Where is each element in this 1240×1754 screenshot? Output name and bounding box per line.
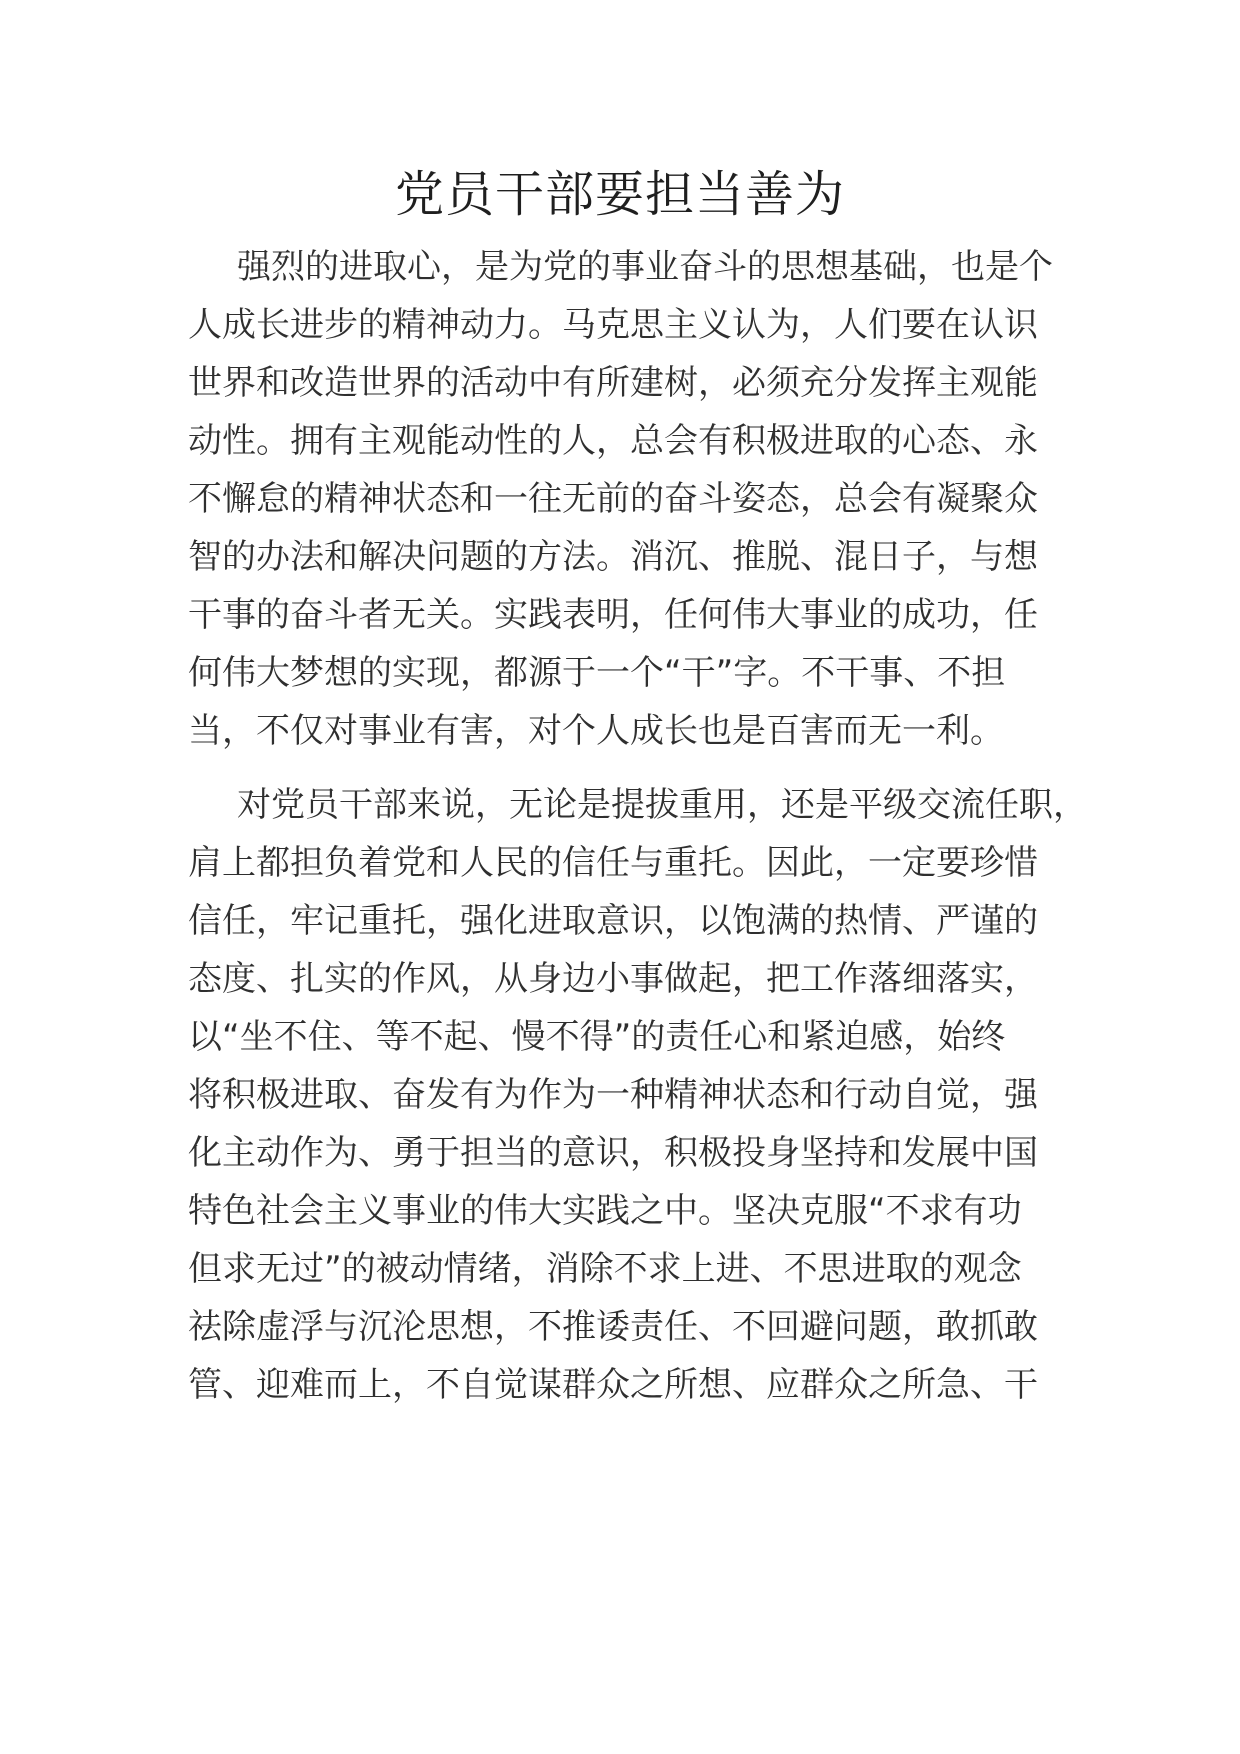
- paragraph-line: 智的办法和解决问题的方法。消沉、推脱、混日子，与想: [188, 537, 1038, 577]
- paragraph-line: 动性。拥有主观能动性的人，总会有积极进取的心态、永: [188, 421, 1038, 461]
- paragraph-line: 不懈怠的精神状态和一往无前的奋斗姿态，总会有凝聚众: [188, 479, 1038, 519]
- document-title: 党员干部要担当善为: [394, 166, 845, 223]
- paragraph-line: 人成长进步的精神动力。马克思主义认为，人们要在认识: [188, 305, 1038, 345]
- paragraph-line: 以“坐不住、等不起、慢不得”的责任心和紧迫感，始终: [188, 1017, 1006, 1057]
- paragraph-line: 特色社会主义事业的伟大实践之中。坚决克服“不求有功: [188, 1191, 1022, 1231]
- paragraph-line: 信任，牢记重托，强化进取意识，以饱满的热情、严谨的: [188, 901, 1038, 941]
- paragraph-line: 化主动作为、勇于担当的意识，积极投身坚持和发展中国: [188, 1133, 1038, 1173]
- paragraph-line: 管、迎难而上，不自觉谋群众之所想、应群众之所急、干: [188, 1365, 1038, 1405]
- paragraph-line: 何伟大梦想的实现，都源于一个“干”字。不干事、不担: [188, 653, 1006, 693]
- paragraph-line: 强烈的进取心，是为党的事业奋斗的思想基础，也是个: [237, 247, 1053, 287]
- paragraph-line: 将积极进取、奋发有为作为一种精神状态和行动自觉，强: [188, 1075, 1038, 1115]
- paragraph-line: 对党员干部来说，无论是提拔重用，还是平级交流任职，: [237, 785, 1087, 825]
- paragraph-line: 干事的奋斗者无关。实践表明，任何伟大事业的成功，任: [188, 595, 1038, 635]
- paragraph-line: 但求无过”的被动情绪，消除不求上进、不思进取的观念: [188, 1249, 1022, 1289]
- paragraph-line: 祛除虚浮与沉沦思想，不推诿责任、不回避问题，敢抓敢: [188, 1307, 1038, 1347]
- paragraph-line: 态度、扎实的作风，从身边小事做起，把工作落细落实，: [188, 959, 1038, 999]
- paragraph-line: 世界和改造世界的活动中有所建树，必须充分发挥主观能: [188, 363, 1038, 403]
- paragraph-line: 肩上都担负着党和人民的信任与重托。因此，一定要珍惜: [188, 843, 1038, 883]
- paragraph-line: 当，不仅对事业有害，对个人成长也是百害而无一利。: [188, 711, 1004, 751]
